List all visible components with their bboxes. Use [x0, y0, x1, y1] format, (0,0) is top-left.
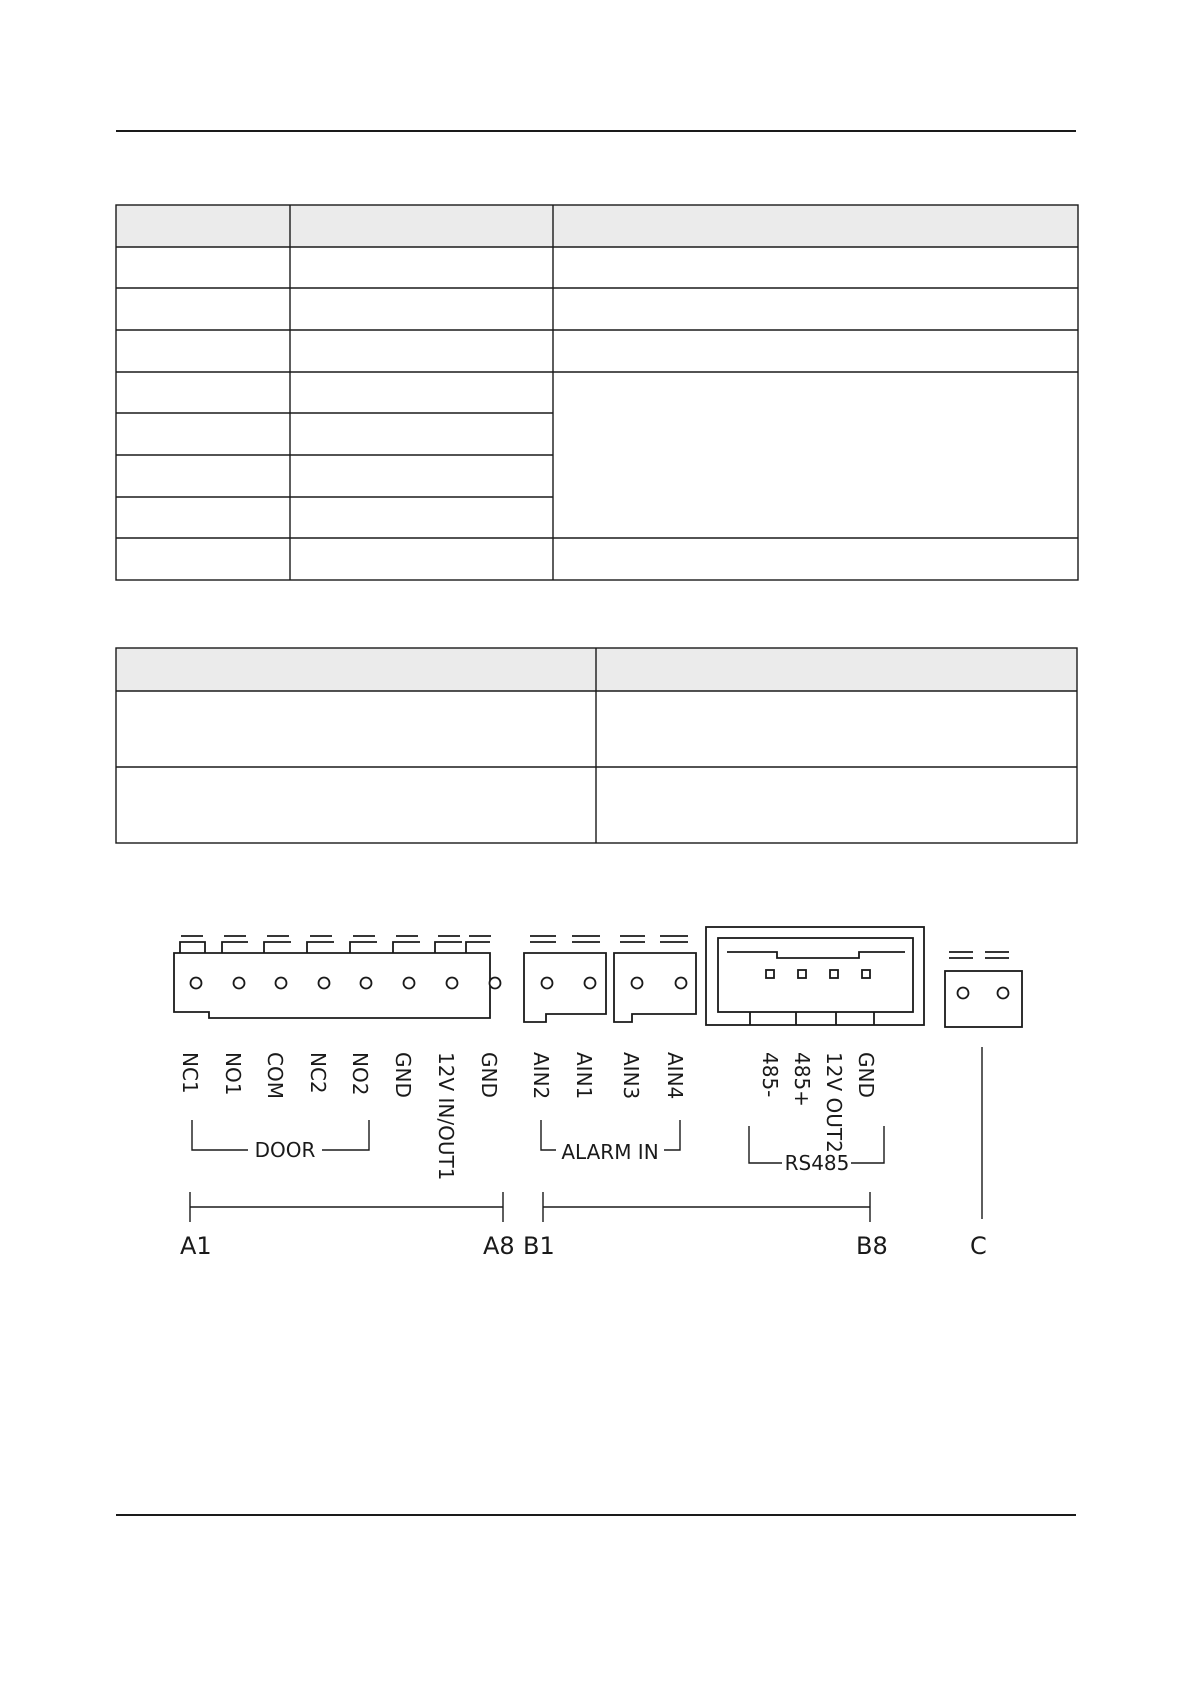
connector-a — [174, 936, 501, 1018]
terminal-label-b6: 485+ — [790, 1052, 814, 1107]
terminal-label-b2: AIN1 — [572, 1052, 596, 1100]
terminal-label-a2: NO1 — [221, 1052, 245, 1096]
blank-table-2 — [116, 648, 1077, 843]
connector-b-rs485 — [706, 927, 924, 1025]
terminal-label-b7: 12V OUT2 — [822, 1052, 846, 1153]
terminal-label-a5: NO2 — [348, 1052, 372, 1096]
group-label-door: DOOR — [254, 1138, 316, 1162]
terminal-label-a8: GND — [477, 1052, 501, 1098]
range-label-c: C — [970, 1232, 987, 1260]
terminal-label-b8: GND — [854, 1052, 878, 1098]
range-b-line — [543, 1192, 870, 1222]
terminal-label-a3: COM — [263, 1052, 287, 1099]
connector-b-alarm-2 — [614, 936, 696, 1022]
terminal-label-b3: AIN3 — [619, 1052, 643, 1100]
terminal-label-a6: GND — [391, 1052, 415, 1098]
group-label-rs485: RS485 — [784, 1151, 850, 1175]
group-label-alarm-in: ALARM IN — [561, 1140, 659, 1164]
terminal-label-a1: NC1 — [178, 1052, 202, 1094]
range-label-b8: B8 — [856, 1232, 888, 1260]
blank-table-1 — [116, 205, 1078, 580]
terminal-label-a7: 12V IN/OUT1 — [434, 1052, 458, 1181]
terminal-label-b1: AIN2 — [529, 1052, 553, 1100]
range-label-a1: A1 — [180, 1232, 212, 1260]
connector-c — [945, 952, 1022, 1027]
terminal-label-b5: 485- — [758, 1052, 782, 1098]
range-label-b1: B1 — [523, 1232, 555, 1260]
range-a-line — [190, 1192, 503, 1222]
connector-b-alarm-1 — [524, 936, 606, 1022]
terminal-label-b4: AIN4 — [663, 1052, 687, 1100]
range-label-a8: A8 — [483, 1232, 515, 1260]
terminal-label-a4: NC2 — [306, 1052, 330, 1094]
